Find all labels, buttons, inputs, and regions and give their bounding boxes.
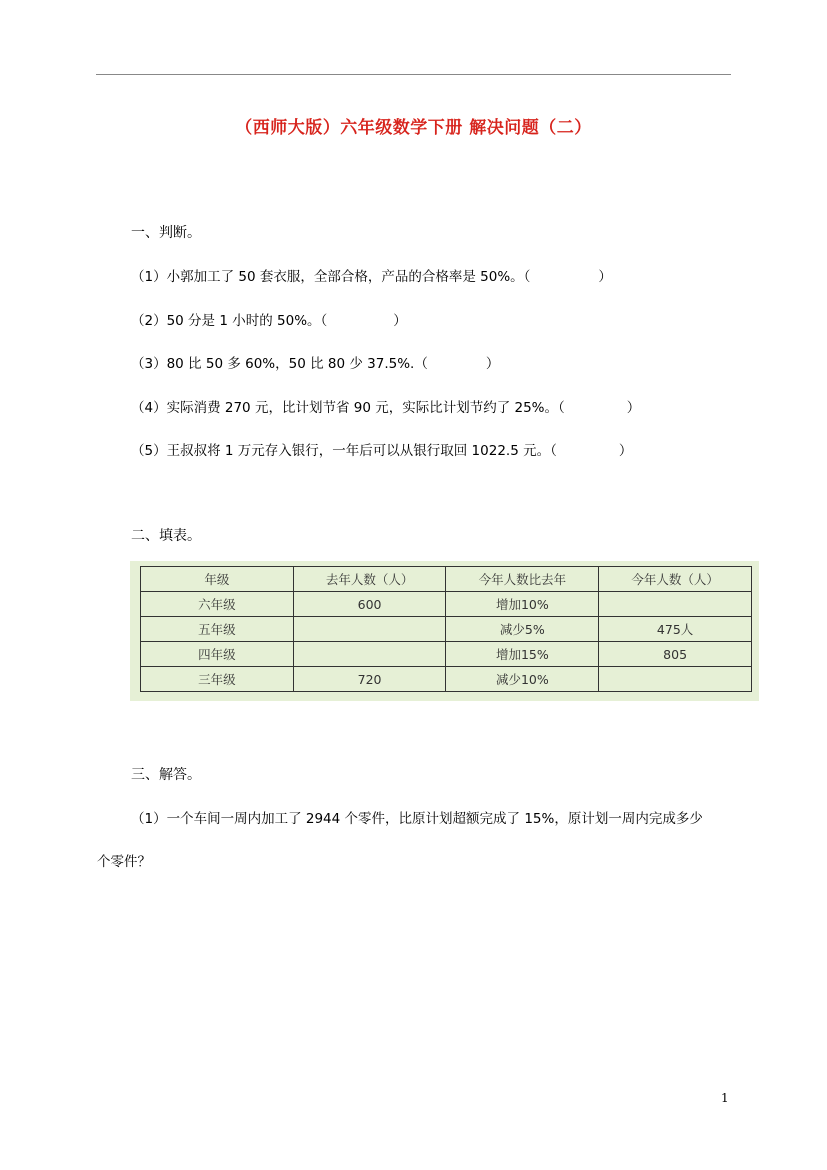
table-cell: 四年级 bbox=[141, 642, 294, 667]
table-row bbox=[141, 667, 752, 692]
table-header-cell: 今年人数比去年 bbox=[446, 567, 599, 592]
judge-item-1 bbox=[131, 265, 612, 285]
section-1-heading: 一、判断。 bbox=[131, 225, 201, 241]
page-title: （西师大版）六年级数学下册 解决问题（二） bbox=[235, 118, 592, 138]
fill-table bbox=[140, 566, 752, 692]
judge-item-3 bbox=[131, 352, 499, 372]
judge-item-text: （1）小郭加工了 50 套衣服，全部合格，产品的合格率是 50%。（ bbox=[131, 269, 531, 285]
solve-question-1-line-2: 个零件？ bbox=[97, 854, 151, 870]
table-cell: 三年级 bbox=[141, 667, 294, 692]
table-cell: 减少5% bbox=[446, 617, 599, 642]
judge-item-4 bbox=[131, 396, 640, 416]
judge-item-text: （5）王叔叔将 1 万元存入银行，一年后可以从银行取回 1022.5 元。（ bbox=[131, 443, 557, 459]
table-cell: 五年级 bbox=[141, 617, 294, 642]
judge-item-text: （4）实际消费 270 元，比计划节省 90 元，实际比计划节约了 25%。（ bbox=[131, 400, 565, 416]
judge-item-close: ） bbox=[626, 400, 641, 416]
table-cell: 600 bbox=[293, 592, 446, 617]
judge-item-text: （2）50 分是 1 小时的 50%。（ bbox=[131, 313, 328, 329]
judge-item-2 bbox=[131, 309, 407, 329]
table-cell-blank[interactable] bbox=[293, 617, 446, 642]
table-row bbox=[141, 617, 752, 642]
solve-question-1-line-1: （1）一个车间一周内加工了 2944 个零件，比原计划超额完成了 15%，原计划一周内完成多少 bbox=[131, 811, 703, 827]
header-rule bbox=[96, 74, 731, 75]
table-row bbox=[141, 592, 752, 617]
table-cell-blank[interactable] bbox=[599, 667, 752, 692]
table-cell: 增加10% bbox=[446, 592, 599, 617]
table-cell: 805 bbox=[599, 642, 752, 667]
table-cell-blank[interactable] bbox=[599, 592, 752, 617]
page-number: 1 bbox=[721, 1091, 729, 1105]
table-header-cell: 年级 bbox=[141, 567, 294, 592]
judge-item-close: ） bbox=[618, 443, 633, 459]
table-cell: 六年级 bbox=[141, 592, 294, 617]
section-3-heading: 三、解答。 bbox=[131, 767, 201, 783]
judge-item-close: ） bbox=[598, 269, 612, 285]
table-header-row bbox=[141, 567, 752, 592]
judge-item-5 bbox=[131, 439, 632, 459]
table-cell: 720 bbox=[293, 667, 446, 692]
table-header-cell: 去年人数（人） bbox=[293, 567, 446, 592]
judge-item-text: （3）80 比 50 多 60%，50 比 80 少 37.5%.（ bbox=[131, 356, 428, 372]
table-cell: 增加15% bbox=[446, 642, 599, 667]
table-cell: 475人 bbox=[599, 617, 752, 642]
judge-item-close: ） bbox=[485, 356, 500, 372]
judge-item-close: ） bbox=[393, 313, 407, 329]
table-row bbox=[141, 642, 752, 667]
table-cell: 减少10% bbox=[446, 667, 599, 692]
fill-table-panel bbox=[130, 561, 759, 701]
table-cell-blank[interactable] bbox=[293, 642, 446, 667]
table-header-cell: 今年人数（人） bbox=[599, 567, 752, 592]
section-2-heading: 二、填表。 bbox=[131, 528, 201, 544]
